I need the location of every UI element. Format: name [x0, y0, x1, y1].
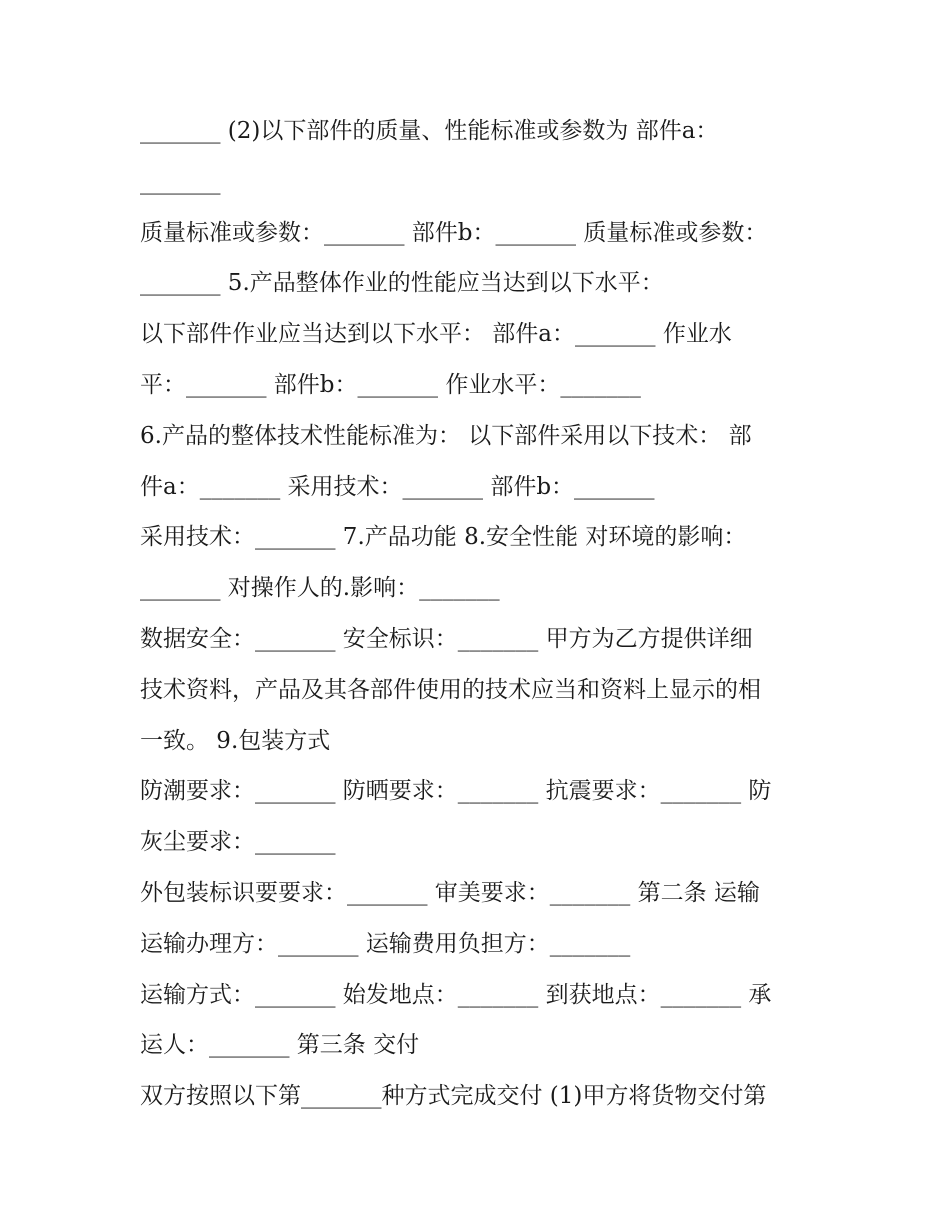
text-line: 运人：_______ 第三条 交付: [140, 1032, 420, 1059]
text-line: 防潮要求：_______ 防晒要求：_______ 抗震要求：_______ 防: [140, 778, 772, 805]
text-line: 运输方式：_______ 始发地点：_______ 到获地点：_______ 承: [140, 981, 772, 1008]
text-line: 件a：_______ 采用技术：_______ 部件b：_______: [140, 473, 655, 500]
text-line: 以下部件作业应当达到以下水平： 部件a：_______ 作业水: [140, 321, 732, 348]
text-line: _______: [140, 168, 221, 195]
text-line: _______ 5.产品整体作业的性能应当达到以下水平：: [140, 270, 664, 297]
text-line: _______ 对操作人的.影响：_______: [140, 575, 500, 602]
document-body: [140, 106, 820, 1122]
text-line: 运输办理方：_______ 运输费用负担方：_______: [140, 930, 631, 957]
text-line: _______ (2)以下部件的质量、性能标准或参数为 部件a：: [140, 118, 719, 144]
text-line: 灰尘要求：_______: [140, 829, 336, 856]
text-line: 6.产品的整体技术性能标准为： 以下部件采用以下技术： 部: [140, 422, 752, 449]
text-line: 平：_______ 部件b：_______ 作业水平：_______: [140, 371, 641, 398]
text-line: 质量标准或参数：_______ 部件b：_______ 质量标准或参数：: [140, 219, 768, 246]
text-line: 双方按照以下第_______种方式完成交付 (1)甲方将货物交付第: [140, 1083, 767, 1110]
text-line: 一致。 9.包装方式: [140, 727, 331, 754]
text-line: 技术资料，产品及其各部件使用的技术应当和资料上显示的相: [140, 676, 761, 703]
text-line: 外包装标识要要求：_______ 审美要求：_______ 第二条 运输: [140, 879, 760, 906]
text-line: 采用技术：_______ 7.产品功能 8.安全性能 对环境的影响：: [140, 524, 747, 551]
text-line: 数据安全：_______ 安全标识：_______ 甲方为乙方提供详细: [140, 625, 753, 652]
